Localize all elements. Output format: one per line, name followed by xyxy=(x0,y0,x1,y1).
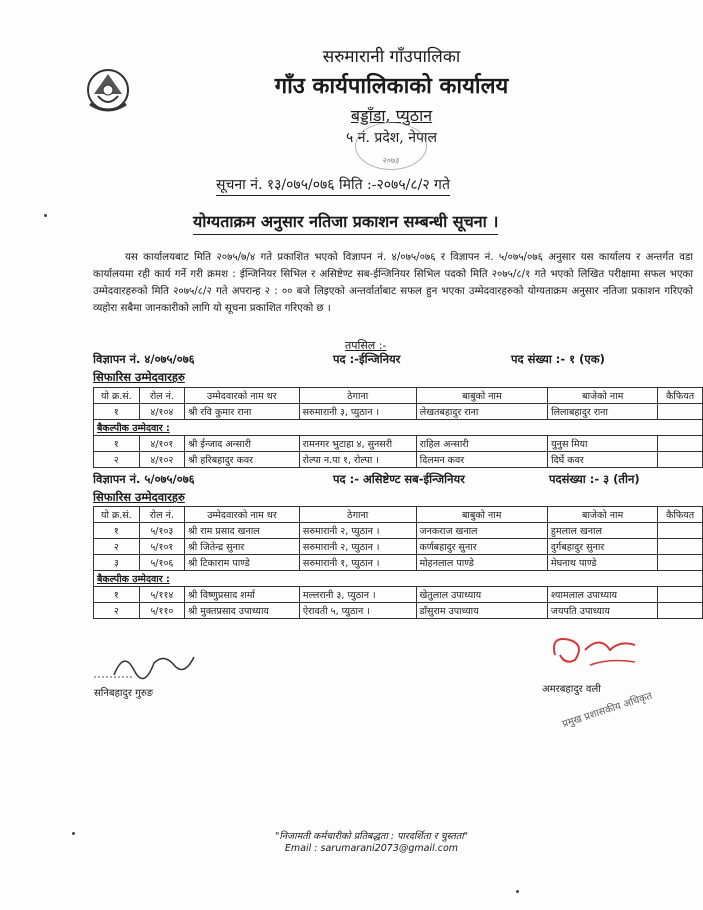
signer-right-name: अमरबहादुर वली xyxy=(542,684,601,695)
signer-left-name: सनिबहादुर गुरुङ xyxy=(94,688,154,699)
table-row xyxy=(94,539,703,555)
cell: श्री विष्णुप्रसाद शर्मा xyxy=(185,587,300,603)
cell: १ xyxy=(94,404,140,420)
notice-number: सूचना नं. १३/०७५/०७६ मिति :-२०७५/८/२ गते xyxy=(216,175,450,196)
cell: ४/१०२ xyxy=(139,452,184,468)
cell: दुर्गबहादुर सुनार xyxy=(547,539,657,555)
group-row xyxy=(94,571,703,587)
cell xyxy=(658,404,703,420)
cell: श्री ईन्जाद अन्सारी xyxy=(185,436,300,452)
cell: सरुमारानी १, प्युठान । xyxy=(299,555,416,571)
cell xyxy=(658,436,703,452)
cell: जयपति उपाध्याय xyxy=(547,603,657,619)
cell: मेघनाथ पाण्डे xyxy=(547,555,657,571)
cell: श्री जितेन्द्र सुनार xyxy=(185,539,300,555)
cell: ३ xyxy=(94,555,140,571)
col-header: बाबुको नाम xyxy=(416,388,547,404)
candidate-table-1 xyxy=(93,387,703,468)
cell: १ xyxy=(94,523,140,539)
post-name: पद :-ईन्जिनियर xyxy=(333,352,401,366)
cell: श्री राम प्रसाद खनाल xyxy=(185,523,300,539)
signature-left xyxy=(94,645,214,680)
province-name: ५ नं. प्रदेश, नेपाल xyxy=(345,130,438,146)
alternate-label: बैकल्पीक उम्मेदवार : xyxy=(94,571,703,587)
signature-right xyxy=(540,620,660,690)
cell: २ xyxy=(94,452,140,468)
designation-stamp: प्रमुख प्रशासकीय अधिकृत xyxy=(561,690,654,731)
cell: २ xyxy=(94,539,140,555)
cell: २ xyxy=(94,603,140,619)
cell: मल्लरानी ३, प्युठान । xyxy=(299,587,416,603)
table-header xyxy=(94,388,703,404)
col-header: उम्मेदवारको नाम थर xyxy=(185,507,300,523)
speck xyxy=(72,832,75,835)
cell: लेखतबहादुर राना xyxy=(416,404,547,420)
cell: ५/११४ xyxy=(139,587,184,603)
cell: श्री हरिबहादुर कवर xyxy=(185,452,300,468)
group-row xyxy=(94,420,703,436)
notice-title: योग्यताक्रम अनुसार नतिजा प्रकाशन सम्बन्धी सूचना । xyxy=(193,210,498,235)
cell: खेतुलाल उपाध्याय xyxy=(416,587,547,603)
cell: कर्णबहादुर सुनार xyxy=(416,539,547,555)
cell: श्री मुक्तप्रसाद उपाध्याय xyxy=(185,603,300,619)
footer-motto: "निजामती कर्मचारीको प्रतिबद्धता : पारदर्शिता र चुस्तता" xyxy=(274,831,469,842)
cell: रोल्पा न.पा १, रोल्पा । xyxy=(299,452,416,468)
col-header: ठेगाना xyxy=(299,507,416,523)
adv-number: विज्ञापन नं. ४/०७५/०७६ xyxy=(93,352,195,366)
office-stamp xyxy=(355,122,427,170)
cell: मोहनलाल पाण्डे xyxy=(416,555,547,571)
cell: १ xyxy=(94,436,140,452)
cell: रामनगर भुटाहा ४, सुनसरी xyxy=(299,436,416,452)
table-row xyxy=(94,555,703,571)
details-label: तपसिल :- xyxy=(345,339,387,352)
table-row xyxy=(94,587,703,603)
table-row xyxy=(94,436,703,452)
col-header: बाजेको नाम xyxy=(547,507,657,523)
office-name: गाँउ कार्यपालिकाको कार्यालय xyxy=(274,73,509,99)
col-header: यो क्र.सं. xyxy=(94,507,140,523)
speck xyxy=(516,890,519,893)
cell: हुमलाल खनाल xyxy=(547,523,657,539)
cell: जनकराज खनाल xyxy=(416,523,547,539)
cell: युनुस मिया xyxy=(548,436,658,452)
col-header: रोल नं. xyxy=(139,507,184,523)
table-row xyxy=(94,603,703,619)
post-count: पद संख्या :- १ (एक) xyxy=(511,352,605,366)
office-location: बड्डाँडा, प्युठान xyxy=(350,106,433,125)
cell xyxy=(658,603,703,619)
cell: श्यामलाल उपाध्याय xyxy=(547,587,657,603)
cell: सरुमारानी ३, प्युठान । xyxy=(299,404,416,420)
table-row xyxy=(94,452,703,468)
cell: ४/१०१ xyxy=(139,436,184,452)
cell: ५/१०१ xyxy=(139,539,184,555)
cell xyxy=(658,452,703,468)
cell: राहिल अन्सारी xyxy=(416,436,547,452)
col-header: कैफियत xyxy=(658,507,703,523)
cell: सरुमारानी २, प्युठान । xyxy=(299,539,416,555)
col-header: यो क्र.सं. xyxy=(94,388,140,404)
cell xyxy=(658,555,703,571)
col-header: कैफियत xyxy=(658,388,703,404)
cell: श्री टिकाराम पाण्डे xyxy=(185,555,300,571)
cell: ५/११० xyxy=(139,603,184,619)
col-header: बाजेको नाम xyxy=(548,388,658,404)
cell: ४/१०४ xyxy=(139,404,184,420)
stamp-year: २०७३ xyxy=(382,156,400,165)
cell: लिलाबहादुर राना xyxy=(548,404,658,420)
candidate-table-2 xyxy=(93,506,703,619)
col-header: बाबुको नाम xyxy=(416,507,547,523)
cell: ऐरावती ५, प्युठान । xyxy=(299,603,416,619)
cell: ५/१०३ xyxy=(139,523,184,539)
cell xyxy=(658,587,703,603)
table-header xyxy=(94,507,703,523)
cell: १ xyxy=(94,587,140,603)
alternate-label: बैकल्पीक उम्मेदवार : xyxy=(94,420,703,436)
cell: दिलमन कवर xyxy=(416,452,547,468)
cell xyxy=(658,539,703,555)
cell: श्री रवि कुमार राना xyxy=(185,404,300,420)
adv-number: विज्ञापन नं. ५/०७५/०७६ xyxy=(93,472,195,486)
cell: सरुमारानी २, प्युठान । xyxy=(299,523,416,539)
recommended-label: सिफारिस उम्मेदवारहरु xyxy=(93,370,185,384)
footer-email: Email : sarumarani2073@gmail.com xyxy=(284,843,459,854)
notice-body: यस कार्यालयबाट मिति २०७५/७/४ गते प्रकाशित भएको विज्ञापन नं. ४/०७५/०७६ र विज्ञापन नं. ५/०७५/०७६ अनुसार यस कार्यालय र अन्तर्गत वडा कार्यालयमा रही कार्य गर्ने गरी क्रमश : ईन्जिनियर सिभिल र असिष्टेण्ट सब-ईन्जिनियर सिभिल पदको मिति २०७५/८/१ गते भएको लिखित परीक्षामा सफल भएका उम्मेदवारहरुको मिति २०७५/८/२ गते अपरान्ह २ : ०० बजे लिइएको अन्तर्वार्ताबाट सफल हुन भएका उम्मेदवारहरुको योग्यताक्रम अनुसार नतिजा प्रकाशन गरिएको व्यहोरा सबैमा जानकारीको लागि यो सूचना प्रकाशित गरिएको छ । xyxy=(93,252,693,314)
col-header: रोल नं. xyxy=(139,388,184,404)
table-row xyxy=(94,404,703,420)
post-name: पद :- असिष्टेण्ट सब-ईन्जिनियर xyxy=(333,472,465,486)
cell xyxy=(658,523,703,539)
post-count: पदसंख्या :- ३ (तीन) xyxy=(549,472,640,486)
municipality-name: सरुमारानी गाँउपालिका xyxy=(322,47,461,67)
col-header: उम्मेदवारको नाम थर xyxy=(185,388,300,404)
cell: डाँसुराम उपाध्याय xyxy=(416,603,547,619)
speck xyxy=(44,214,47,217)
cell: दिर्घे कवर xyxy=(548,452,658,468)
col-header: ठेगाना xyxy=(299,388,416,404)
cell: ५/१०६ xyxy=(139,555,184,571)
recommended-label: सिफारिस उम्मेदवारहरु xyxy=(93,490,185,504)
table-row xyxy=(94,523,703,539)
